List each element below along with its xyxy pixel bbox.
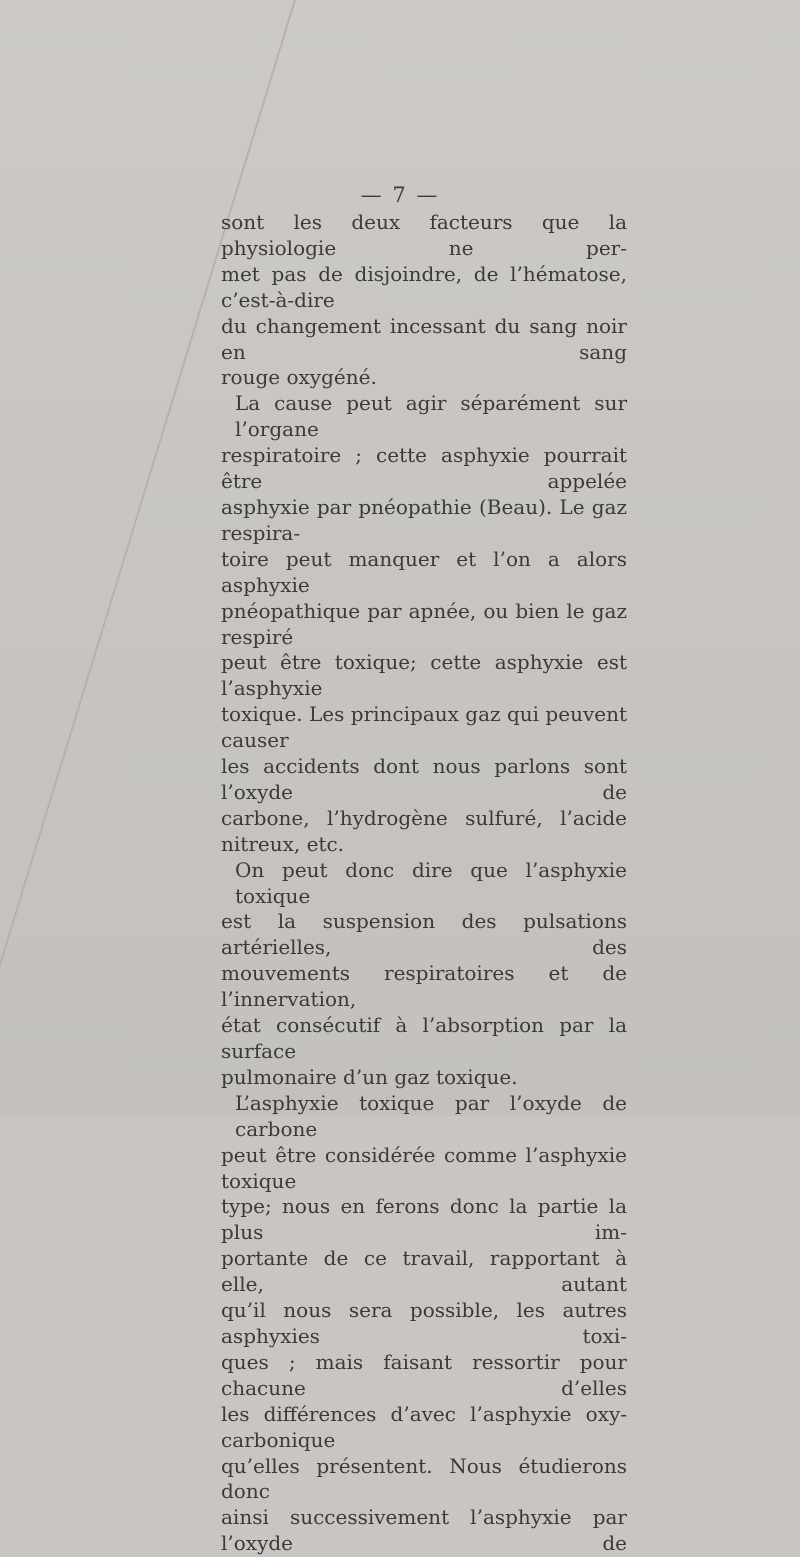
paragraph-2 [221,391,627,857]
text-line: met pas de disjoindre, de l’hématose, c’est-à-dire [221,261,627,312]
text-line: carbone, l’hydrogène sulfuré, l’acide nitreux, etc. [221,805,627,856]
text-line: On peut donc dire que l’asphyxie toxique [235,857,627,908]
text-line: sont les deux facteurs que la physiologie ne per- [221,210,627,260]
paragraph-1 [221,210,627,391]
page-number: — 7 — [360,183,440,207]
text-line: toxique. Les principaux gaz qui peuvent causer [221,702,627,753]
text-line: L’asphyxie toxique par l’oxyde de carbone [235,1090,627,1141]
paragraph-4 [221,1091,627,1557]
text-line: du changement incessant du sang noir en sang [221,313,627,364]
text-line: rouge oxygéné. [221,365,377,390]
text-line: peut être toxique; cette asphyxie est l’asphyxie [221,650,627,701]
text-line: les accidents dont nous parlons sont l’oxyde de [221,754,627,804]
text-line: peut être considérée comme l’asphyxie toxique [221,1142,627,1193]
text-line: est la suspension des pulsations artérielles, des [221,909,627,960]
text-line: toire peut manquer et l’on a alors asphyxie [221,546,627,597]
text-line: ques ; mais faisant ressortir pour chacune d’elles [221,1349,627,1400]
text-line: respiratoire ; cette asphyxie pourrait être appelée [221,443,627,494]
text-line: La cause peut agir séparément sur l’organe [235,391,627,442]
text-body [221,210,627,1557]
text-line: état consécutif à l’absorption par la surface [221,1013,627,1063]
text-line: qu’elles présentent. Nous étudierons donc [221,1453,627,1504]
text-line: asphyxie par pnéopathie (Beau). Le gaz respira- [221,494,627,545]
text-line: qu’il nous sera possible, les autres asphyxies toxi- [221,1298,627,1348]
text-line: pulmonaire d’un gaz toxique. [221,1064,518,1089]
text-line: mouvements respiratoires et de l’innervation, [221,961,627,1012]
text-line: type; nous en ferons donc la partie la plus im- [221,1194,627,1245]
text-line: les différences d’avec l’asphyxie oxy-carbonique [221,1401,627,1452]
text-line: pnéopathique par apnée, ou bien le gaz respiré [221,598,627,649]
text-line: ainsi successivement l’asphyxie par l’oxyde de [221,1505,627,1556]
text-line: portante de ce travail, rapportant à elle, autant [221,1246,627,1297]
paragraph-3 [221,858,627,1091]
